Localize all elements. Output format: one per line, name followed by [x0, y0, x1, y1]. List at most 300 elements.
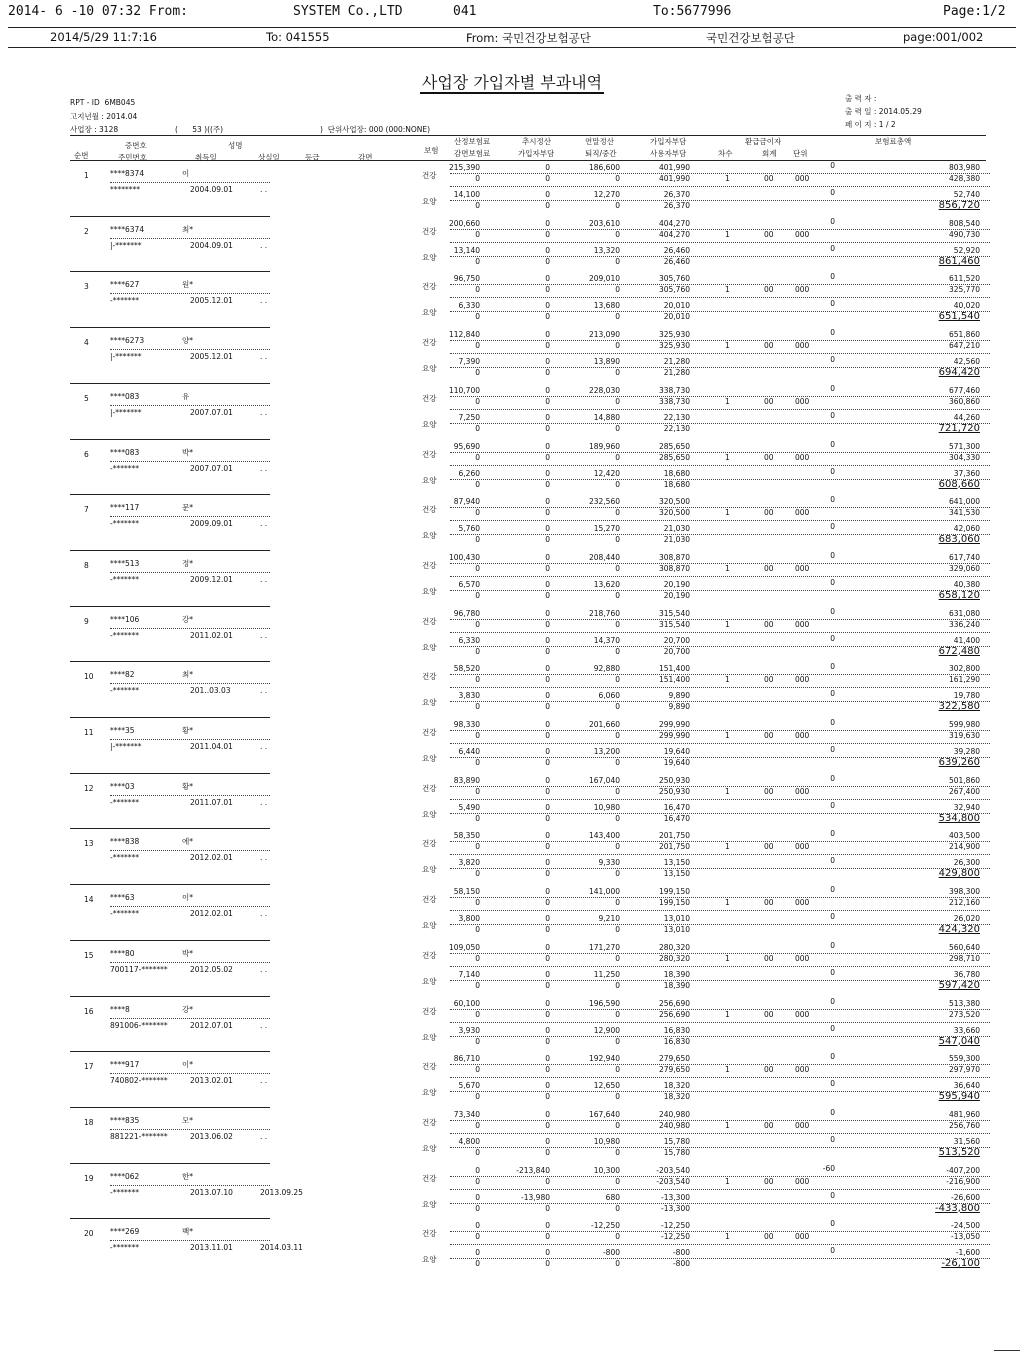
health-recalc: 0: [545, 720, 550, 729]
health-total-2: 329,060: [948, 563, 980, 573]
row-cert: ****6273: [110, 336, 145, 346]
care-annual: 680: [605, 1192, 620, 1202]
health-dot-line: [450, 953, 990, 954]
care-dot-line: [450, 1258, 990, 1259]
care-calc: 5,760: [458, 524, 480, 534]
row-seq: 6: [84, 449, 89, 459]
care-total: 41,400: [953, 635, 980, 645]
health-round: 1: [725, 842, 730, 852]
health-member-burden: 0: [545, 619, 550, 629]
care-exit: 0: [615, 980, 620, 990]
row-name: 박*: [182, 948, 193, 958]
health-total: 631,080: [948, 608, 980, 618]
care-label: 요양: [422, 308, 437, 318]
care-dot-line: [450, 1203, 990, 1204]
health-unit: 000: [795, 396, 810, 406]
care-flag: 0: [830, 745, 835, 754]
care-flag: 0: [830, 188, 835, 197]
fax-ext: 041: [453, 4, 477, 19]
record-top-rule: [70, 439, 270, 440]
health-total-2: -13,050: [951, 1232, 980, 1242]
care-reduced: 0: [475, 758, 480, 767]
row-seq: 8: [84, 560, 89, 570]
care-exit: 0: [615, 1092, 620, 1102]
care-calc: 5,670: [458, 1081, 480, 1091]
row-acq-date: 2004.09.01: [190, 185, 233, 194]
record-top-rule: [70, 1051, 270, 1052]
health-member-burden: 0: [545, 508, 550, 518]
col-fiscal: 회계: [762, 149, 777, 158]
health-member-burden: 0: [545, 452, 550, 462]
health-exit: 0: [615, 675, 620, 685]
row-resident: 881221-*******: [110, 1131, 168, 1141]
health-member-share: 305,760: [658, 274, 690, 284]
record-dot-line: [110, 516, 270, 517]
row-loss-date: . .: [260, 797, 268, 807]
health-total-2: 647,210: [948, 341, 980, 351]
row-resident: |-*******: [110, 352, 142, 362]
care-flag: 0: [830, 1079, 835, 1089]
health-dot-line: [450, 173, 990, 174]
care-label: 요양: [422, 1032, 437, 1042]
health-bottom-rule: [450, 743, 990, 744]
health-flag: 0: [830, 272, 835, 282]
row-name: 이: [182, 169, 190, 178]
care-calc: 6,260: [458, 468, 480, 478]
health-unit: 000: [795, 842, 810, 852]
health-total-2: 336,240: [948, 619, 980, 629]
care-exit: 0: [615, 368, 620, 378]
care-reduced: 0: [475, 925, 480, 935]
health-employer-share: 279,650: [658, 1065, 690, 1075]
col-refund-interest: 환급금이자: [745, 137, 782, 146]
health-reduced: 0: [475, 731, 480, 740]
health-member-burden: 0: [545, 563, 550, 573]
care-label: 요양: [422, 475, 437, 485]
health-fiscal: 00: [764, 953, 774, 963]
health-exit: 0: [615, 1065, 620, 1075]
row-resident: -*******: [110, 909, 139, 919]
row-name: 한*: [182, 1171, 193, 1181]
company-name: ( 53 )((주): [175, 125, 224, 134]
care-annual: 13,620: [593, 579, 620, 589]
row-cert: ****6374: [110, 224, 145, 234]
care-member-burden: 0: [545, 1203, 550, 1213]
record-grand-total: 651,540: [938, 311, 980, 323]
row-resident: -*******: [110, 797, 139, 807]
row-name: 박*: [182, 447, 193, 457]
care-recalc: 0: [545, 357, 550, 367]
health-total: 501,860: [948, 775, 980, 785]
record-row: [70, 550, 990, 605]
health-total-2: 319,630: [948, 731, 980, 740]
row-seq: 12: [84, 783, 94, 793]
health-unit: 000: [795, 953, 810, 963]
health-dot-line: [450, 563, 990, 564]
row-acq-date: 2013.02.01: [190, 1076, 233, 1086]
row-resident: 740802-*******: [110, 1076, 168, 1086]
health-round: 1: [725, 229, 730, 239]
record-grand-total: 597,420: [938, 979, 980, 991]
col-grade: 등급: [305, 153, 320, 162]
fax-to: To:5677996: [653, 4, 732, 19]
row-cert: ****80: [110, 948, 135, 958]
health-dot-line: [450, 396, 990, 397]
health-fiscal: 00: [764, 508, 774, 518]
health-total-2: -216,900: [946, 1176, 980, 1186]
health-bottom-rule: [450, 910, 990, 911]
col-round: 차수: [718, 149, 733, 158]
health-total-2: 428,380: [948, 174, 980, 183]
print-date: 출 력 일 : 2014.05.29: [845, 107, 922, 116]
record-grand-total: -26,100: [941, 1258, 980, 1270]
header-rule: [8, 27, 1016, 28]
health-dot-line: [450, 1064, 990, 1065]
health-unit: 000: [795, 619, 810, 629]
care-label: 요양: [422, 197, 437, 206]
care-label: 요양: [422, 754, 437, 763]
row-cert: ****8374: [110, 169, 145, 178]
health-exit: 0: [615, 563, 620, 573]
health-unit: 000: [795, 786, 810, 796]
care-employer-share: 18,680: [663, 479, 690, 489]
care-calc: 6,330: [458, 635, 480, 645]
health-fiscal: 00: [764, 675, 774, 685]
record-top-rule: [70, 661, 270, 662]
care-member-burden: 0: [545, 535, 550, 545]
health-bottom-rule: [450, 1244, 990, 1245]
health-annual: 189,960: [588, 441, 620, 451]
care-dot-line: [450, 1091, 990, 1092]
row-acq-date: 2007.07.01: [190, 463, 233, 473]
care-flag: 0: [830, 856, 835, 866]
care-label: 요양: [422, 1199, 437, 1209]
health-exit: 0: [615, 229, 620, 239]
row-acq-date: 2011.04.01: [190, 742, 233, 751]
page-title: 사업장 가입자별 부과내역: [421, 73, 603, 92]
col-exit: 퇴직/중간: [585, 149, 617, 158]
health-dot-line: [450, 897, 990, 898]
col-resident: 주민번호: [118, 153, 147, 162]
health-flag: 0: [830, 550, 835, 560]
health-member-burden: 0: [545, 1232, 550, 1242]
health-annual: 196,590: [588, 998, 620, 1008]
care-flag: 0: [830, 522, 835, 532]
row-cert: ****083: [110, 447, 140, 457]
care-employer-share: 21,030: [663, 535, 690, 545]
page-number: 페 이 지 : 1 / 2: [845, 120, 896, 129]
health-reduced: 0: [475, 675, 480, 685]
health-calc: 95,690: [453, 441, 480, 451]
health-total-2: 256,760: [948, 1120, 980, 1130]
care-recalc: 0: [545, 802, 550, 812]
health-total: 677,460: [948, 385, 980, 395]
care-dot-line: [450, 646, 990, 647]
printer: 출 력 자 :: [845, 94, 877, 103]
health-member-share: 338,730: [658, 385, 690, 395]
row-loss-date: . .: [260, 352, 268, 362]
health-dot-line: [450, 619, 990, 620]
care-member-burden: 0: [545, 925, 550, 935]
health-annual: 209,010: [588, 274, 620, 284]
care-dot-line: [450, 590, 990, 591]
care-annual: 12,650: [593, 1081, 620, 1091]
health-member-share: 151,400: [658, 664, 690, 674]
health-recalc: 0: [545, 441, 550, 451]
row-cert: ****106: [110, 614, 140, 624]
care-dot-line: [450, 479, 990, 480]
health-unit: 000: [795, 341, 810, 351]
care-label: 요양: [422, 531, 437, 541]
record-dot-line: [110, 238, 270, 239]
care-member-share: 13,010: [663, 914, 690, 924]
care-recalc: 0: [545, 691, 550, 701]
health-label: 건강: [422, 672, 437, 682]
row-cert: ****8: [110, 1004, 130, 1014]
health-member-share: 320,500: [658, 497, 690, 507]
care-member-burden: 0: [545, 1147, 550, 1157]
health-annual: 167,640: [588, 1109, 620, 1119]
care-annual: 12,270: [593, 190, 620, 199]
record-grand-total: 856,720: [938, 200, 980, 211]
health-recalc: 0: [545, 330, 550, 340]
care-member-burden: 0: [545, 368, 550, 378]
rpt-id: RPT - ID 6MB045: [70, 98, 136, 107]
health-exit: 0: [615, 786, 620, 796]
record-dot-line: [110, 405, 270, 406]
health-member-share: -203,540: [656, 1165, 690, 1175]
health-recalc: 0: [545, 552, 550, 562]
row-cert: ****627: [110, 280, 140, 290]
care-annual: 10,980: [593, 1136, 620, 1146]
record-row: [70, 1163, 990, 1218]
fax-page: Page:1/2: [943, 4, 1006, 19]
health-reduced: 0: [475, 786, 480, 796]
health-dot-line: [450, 340, 990, 341]
row-acq-date: 2009.12.01: [190, 574, 233, 584]
health-round: 1: [725, 341, 730, 351]
health-bottom-rule: [450, 1133, 990, 1134]
record-dot-line: [110, 1129, 270, 1130]
health-calc: 110,700: [448, 385, 480, 395]
health-dot-line: [450, 841, 990, 842]
health-reduced: 0: [475, 285, 480, 295]
row-cert: ****062: [110, 1171, 140, 1181]
care-employer-share: 20,190: [663, 590, 690, 600]
health-member-burden: 0: [545, 396, 550, 406]
health-dot-line: [450, 452, 990, 453]
care-annual: 9,210: [598, 914, 620, 924]
health-total-2: 360,860: [948, 396, 980, 406]
care-dot-line: [450, 200, 990, 201]
care-member-share: 19,640: [663, 747, 690, 756]
health-round: 1: [725, 563, 730, 573]
care-employer-share: 26,460: [663, 256, 690, 266]
health-unit: 000: [795, 1009, 810, 1019]
health-reduced: 0: [475, 1065, 480, 1075]
care-total: 40,380: [953, 579, 980, 589]
record-dot-line: [110, 1018, 270, 1019]
care-exit: 0: [615, 590, 620, 600]
record-grand-total: 608,660: [938, 478, 980, 490]
care-total: 31,560: [953, 1136, 980, 1146]
care-reduced: 0: [475, 590, 480, 600]
care-dot-line: [450, 701, 990, 702]
row-name: 이*: [182, 1060, 193, 1070]
health-member-share: 199,150: [658, 887, 690, 897]
care-reduced: 0: [475, 813, 480, 823]
care-employer-share: -800: [672, 1259, 690, 1269]
health-exit: 0: [615, 1009, 620, 1019]
care-exit: 0: [615, 479, 620, 489]
health-dot-line: [450, 1009, 990, 1010]
row-loss-date: . .: [260, 909, 268, 919]
health-total: -24,500: [951, 1221, 980, 1231]
health-total: 403,500: [948, 831, 980, 841]
col-insurance: 보험: [424, 146, 439, 155]
health-member-burden: 0: [545, 731, 550, 740]
care-label: 요양: [422, 865, 437, 875]
health-member-share: 315,540: [658, 608, 690, 618]
header-rule-2: [8, 47, 1016, 48]
care-member-share: 15,780: [663, 1136, 690, 1146]
col-reduction: 감면: [358, 153, 373, 162]
care-reduced: 0: [475, 646, 480, 656]
health-member-share: 401,990: [658, 163, 690, 172]
workplace-id: 사업장 : 3128: [70, 125, 119, 134]
record-dot-line: [110, 1240, 270, 1241]
record-grand-total: 322,580: [938, 701, 980, 713]
health-recalc: 0: [545, 218, 550, 228]
health-bottom-rule: [450, 854, 990, 855]
row-seq: 13: [84, 839, 94, 849]
health-member-burden: 0: [545, 842, 550, 852]
care-dot-line: [450, 534, 990, 535]
health-round: 1: [725, 953, 730, 963]
health-calc: 96,750: [453, 274, 480, 284]
health-annual: 141,000: [588, 887, 620, 897]
care-member-share: 18,680: [663, 468, 690, 478]
row-cert: ****63: [110, 893, 135, 903]
health-member-burden: 0: [545, 898, 550, 908]
record-grand-total: 547,040: [938, 1035, 980, 1047]
col-total: 보험료총액: [875, 137, 912, 146]
care-exit: 0: [615, 1203, 620, 1213]
health-bottom-rule: [450, 687, 990, 688]
health-round: 1: [725, 731, 730, 740]
care-calc: 6,440: [458, 747, 480, 756]
col-unit: 단위: [793, 149, 808, 158]
health-dot-line: [450, 284, 990, 285]
care-reduced: 0: [475, 1092, 480, 1102]
health-flag: 0: [830, 328, 835, 338]
health-exit: 0: [615, 396, 620, 406]
care-flag: 0: [830, 355, 835, 365]
health-member-burden: 0: [545, 675, 550, 685]
care-total: 36,640: [953, 1081, 980, 1091]
health-recalc: 0: [545, 664, 550, 674]
health-employer-share: 305,760: [658, 285, 690, 295]
care-reduced: 0: [475, 256, 480, 266]
health-member-share: 279,650: [658, 1054, 690, 1064]
fax-header: [8, 4, 1012, 24]
care-exit: 0: [615, 1259, 620, 1269]
care-employer-share: 19,640: [663, 758, 690, 767]
care-calc: 7,390: [458, 357, 480, 367]
row-name: 양*: [182, 336, 193, 346]
health-flag: 0: [830, 1052, 835, 1062]
care-label: 요양: [422, 976, 437, 986]
care-calc: 3,820: [458, 858, 480, 868]
health-exit: 0: [615, 285, 620, 295]
health-dot-line: [450, 1120, 990, 1121]
row-loss-date: . .: [260, 185, 268, 194]
care-member-burden: 0: [545, 702, 550, 712]
row-loss-date: . .: [260, 686, 268, 696]
record-top-rule: [70, 494, 270, 495]
care-annual: 11,250: [593, 969, 620, 979]
fax-sender: SYSTEM Co.,LTD: [293, 4, 403, 19]
row-name: 문*: [182, 503, 193, 513]
care-calc: 3,830: [458, 691, 480, 701]
health-fiscal: 00: [764, 731, 774, 740]
care-label: 요양: [422, 921, 437, 931]
care-member-burden: 0: [545, 1036, 550, 1046]
care-dot-line: [450, 868, 990, 869]
health-bottom-rule: [450, 1077, 990, 1078]
health-unit: 000: [795, 563, 810, 573]
record-row: [70, 439, 990, 494]
health-recalc: 0: [545, 1054, 550, 1064]
care-recalc: 0: [545, 635, 550, 645]
record-row: [70, 271, 990, 326]
health-label: 건강: [422, 505, 437, 515]
row-cert: ****835: [110, 1115, 140, 1125]
health-annual: 167,040: [588, 775, 620, 785]
care-flag: 0: [830, 800, 835, 810]
health-recalc: -213,840: [516, 1165, 550, 1175]
health-total: 481,960: [948, 1109, 980, 1119]
health-unit: 000: [795, 1232, 810, 1242]
care-dot-line: [450, 813, 990, 814]
care-label: 요양: [422, 419, 437, 429]
health-member-burden: 0: [545, 229, 550, 239]
health-fiscal: 00: [764, 174, 774, 183]
health-exit: 0: [615, 508, 620, 518]
health-total-2: 212,160: [948, 898, 980, 908]
care-flag: 0: [830, 1023, 835, 1033]
health-calc: 100,430: [448, 552, 480, 562]
health-total: 651,860: [948, 330, 980, 340]
health-calc: 83,890: [453, 775, 480, 785]
care-recalc: 0: [545, 412, 550, 422]
health-exit: 0: [615, 1120, 620, 1130]
care-annual: 10,980: [593, 802, 620, 812]
fax2-to: To: 041555: [266, 30, 330, 44]
health-calc: 0: [475, 1221, 480, 1231]
record-top-rule: [70, 327, 270, 328]
row-acq-date: 2009.09.01: [190, 519, 233, 529]
health-label: 건강: [422, 839, 437, 849]
health-calc: 112,840: [448, 330, 480, 340]
health-member-share: 308,870: [658, 552, 690, 562]
health-employer-share: -203,540: [656, 1176, 690, 1186]
health-fiscal: 00: [764, 1009, 774, 1019]
care-recalc: 0: [545, 524, 550, 534]
care-total: 42,560: [953, 357, 980, 367]
care-employer-share: 18,320: [663, 1092, 690, 1102]
health-member-share: 201,750: [658, 831, 690, 841]
